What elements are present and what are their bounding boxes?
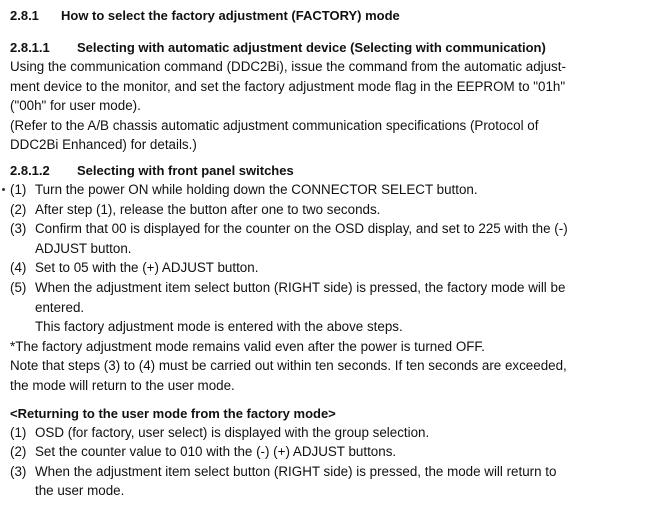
section-number: 2.8.1 <box>10 8 39 23</box>
section-heading <box>10 6 650 26</box>
list-item <box>10 219 650 258</box>
list-marker: (4) <box>10 260 27 276</box>
paragraph-line: DDC2Bi Enhanced) for details.) <box>10 137 197 153</box>
communication-paragraph <box>10 57 650 155</box>
list-item-text: When the adjustment item select button (RIGHT side) is pressed, the factory mode will be <box>35 279 566 295</box>
subsection-title: Selecting with automatic adjustment device (Selecting with communication) <box>77 40 546 55</box>
list-marker: (5) <box>10 279 27 295</box>
list-item <box>10 258 650 278</box>
list-item <box>10 278 650 337</box>
list-item-text: Set to 05 with the (+) ADJUST button. <box>35 260 259 276</box>
paragraph-line: (Refer to the A/B chassis automatic adjustment communication specifications (Protocol of <box>10 117 539 133</box>
subsection-heading-communication <box>10 38 650 57</box>
paragraph-line: ("00h" for user mode). <box>10 98 141 114</box>
list-item-text: When the adjustment item select button (RIGHT side) is pressed, the mode will return to <box>35 463 557 479</box>
subsection-title: Selecting with front panel switches <box>77 162 294 178</box>
document-page <box>10 6 650 501</box>
subsection-number: 2.8.1.2 <box>10 162 50 178</box>
list-item <box>10 462 650 501</box>
section-title: How to select the factory adjustment (FACTORY) mode <box>61 8 400 23</box>
paragraph-line: ment device to the monitor, and set the factory adjustment mode flag in the EEPROM to "01h" <box>10 78 566 94</box>
list-marker: (3) <box>10 221 27 237</box>
returning-heading: <Returning to the user mode from the factory mode> <box>10 405 336 421</box>
list-marker: (1) <box>10 424 27 440</box>
list-marker: (1) <box>10 181 27 197</box>
list-item-text: Set the counter value to 010 with the (-) (+) ADJUST buttons. <box>35 444 397 460</box>
list-item <box>10 423 650 443</box>
bullet-dot-icon <box>2 188 5 191</box>
list-item-text: Confirm that 00 is displayed for the counter on the OSD display, and set to 225 with the (-) <box>35 221 568 237</box>
note-line: Note that steps (3) to (4) must be carried out within ten seconds. If ten seconds are exceeded, <box>10 358 567 374</box>
list-marker: (2) <box>10 201 27 217</box>
list-item-text: the user mode. <box>35 483 125 499</box>
subsection-heading-front-panel <box>10 161 650 180</box>
list-marker: (2) <box>10 444 27 460</box>
list-item <box>10 200 650 220</box>
list-item-text: This factory adjustment mode is entered with the above steps. <box>35 319 403 335</box>
note-paragraph <box>10 337 650 396</box>
subsection-number: 2.8.1.1 <box>10 40 50 55</box>
list-item <box>10 180 650 200</box>
list-item-text: OSD (for factory, user select) is displayed with the group selection. <box>35 424 430 440</box>
list-item-text: After step (1), release the button after one to two seconds. <box>35 201 381 217</box>
list-marker: (3) <box>10 463 27 479</box>
note-line: *The factory adjustment mode remains valid even after the power is turned OFF. <box>10 338 485 354</box>
list-item-text: Turn the power ON while holding down the CONNECTOR SELECT button. <box>35 181 478 197</box>
note-line: the mode will return to the user mode. <box>10 377 235 393</box>
list-item-text: entered. <box>35 299 85 315</box>
paragraph-line: Using the communication command (DDC2Bi), issue the command from the automatic adjust- <box>10 59 566 74</box>
list-item-text: ADJUST button. <box>35 240 132 256</box>
list-item <box>10 442 650 462</box>
